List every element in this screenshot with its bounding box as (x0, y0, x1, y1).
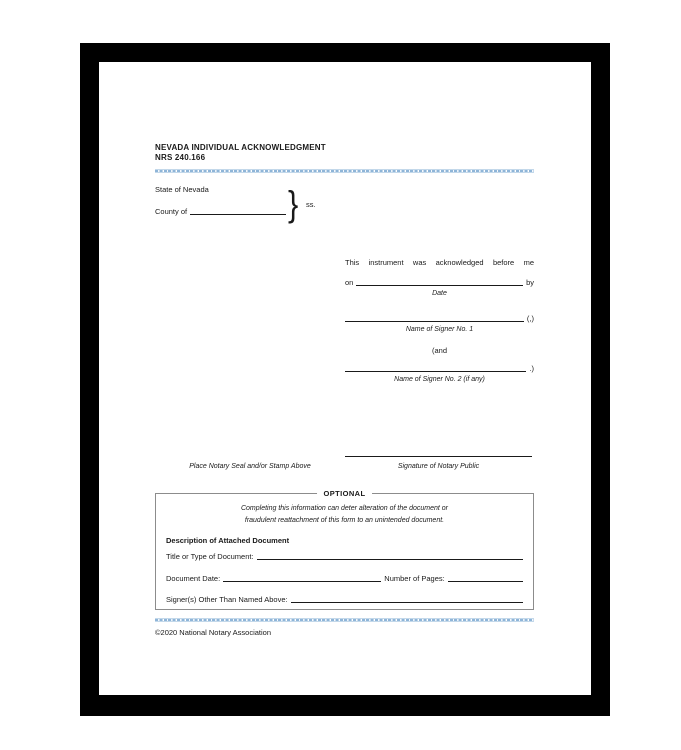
optional-header: OPTIONAL (317, 489, 373, 498)
signer2-field-line (345, 371, 526, 372)
document-title-field-line (257, 559, 523, 560)
document-frame (80, 43, 610, 716)
signer1-row (345, 314, 534, 323)
other-signers-row (166, 595, 523, 604)
county-row (155, 207, 286, 216)
by-label: by (526, 278, 534, 287)
form-header (155, 143, 534, 163)
signature-caption: Signature of Notary Public (397, 463, 480, 470)
state-line: State of Nevada (155, 185, 209, 194)
ss-label: ss. (306, 200, 316, 209)
ss-brace: } (288, 183, 299, 224)
decorative-divider-top (155, 169, 534, 173)
signer2-row (345, 364, 534, 373)
seal-signature-section (155, 456, 534, 478)
signer1-field-line (345, 321, 524, 322)
acknowledgment-block (345, 258, 534, 388)
document-title-row (166, 552, 523, 561)
description-heading: Description of Attached Document (166, 536, 290, 545)
optional-note-line2: fraudulent reattachment of this form to an unintended document. (244, 516, 445, 524)
date-row (345, 278, 534, 287)
document-date-field-line (223, 581, 381, 582)
document-title-label: Title or Type of Document: (166, 552, 254, 561)
county-label: County of (155, 207, 188, 216)
other-signers-field-line (291, 602, 523, 603)
seal-caption: Place Notary Seal and/or Stamp Above (189, 463, 311, 470)
signer2-caption: Name of Signer No. 2 (if any) (394, 376, 485, 383)
date-pages-row (166, 574, 523, 583)
copyright-text: ©2020 National Notary Association (155, 628, 272, 637)
optional-note (166, 503, 523, 526)
optional-note-line1: Completing this information can deter alteration of the document or (240, 505, 448, 512)
decorative-divider-bottom (155, 618, 534, 622)
county-field-line (190, 214, 286, 215)
signer2-suffix: .) (529, 364, 534, 373)
document-date-label: Document Date: (166, 574, 221, 583)
form-page (99, 62, 591, 695)
optional-box (155, 489, 534, 610)
number-of-pages-field-line (448, 581, 523, 582)
on-label: on (345, 278, 354, 287)
signer1-suffix: (,) (526, 314, 534, 323)
venue-block (155, 185, 295, 216)
acknowledgment-intro: This instrument was acknowledged before me (345, 258, 534, 267)
form-title: NEVADA INDIVIDUAL ACKNOWLEDGMENT (155, 143, 326, 152)
signer1-caption: Name of Signer No. 1 (405, 326, 474, 333)
form-statute: NRS 240.166 (155, 153, 206, 162)
date-caption: Date (432, 290, 447, 297)
notary-signature-line (345, 456, 532, 457)
and-label: (and (431, 346, 447, 355)
number-of-pages-label: Number of Pages: (384, 574, 445, 583)
other-signers-label: Signer(s) Other Than Named Above: (166, 595, 288, 604)
date-field-line (356, 285, 523, 286)
